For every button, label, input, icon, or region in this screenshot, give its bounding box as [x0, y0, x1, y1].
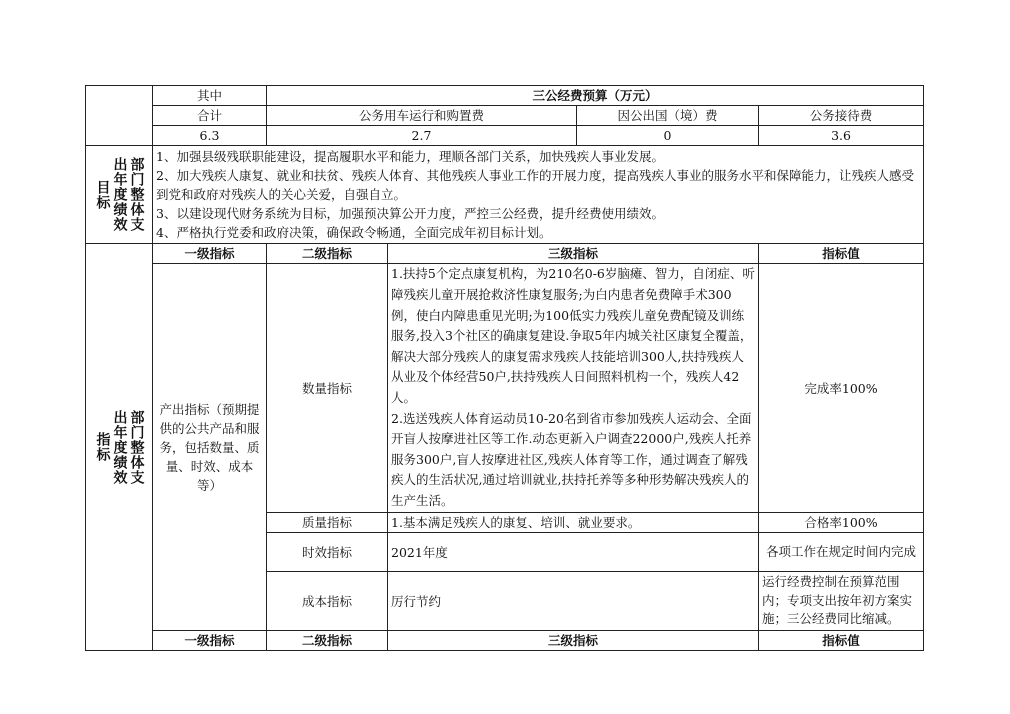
qizhong-label: 其中: [153, 86, 267, 106]
level2-quality: 质量指标: [267, 513, 388, 533]
budget-title: 三公经费预算（万元）: [267, 86, 924, 106]
level3-quality: 1.基本满足残疾人的康复、培训、就业要求。: [388, 513, 759, 533]
ind-header-value: 指标值: [759, 244, 924, 264]
value-timeliness: 各项工作在规定时间内完成: [759, 533, 924, 572]
goal-item-3: 3、以建设现代财务系统为目标，加强预决算公开力度，严控三公经费，提升经费使用绩效。: [156, 206, 664, 221]
budget-header-row: [86, 106, 924, 126]
level2-quantity: 数量指标: [267, 264, 388, 513]
level3-quantity: [388, 264, 759, 513]
footer-level2: 二级指标: [267, 631, 388, 651]
value-quality: 合格率100%: [759, 513, 924, 533]
budget-side-cell: [86, 86, 153, 146]
footer-level3: 三级指标: [388, 631, 759, 651]
level3-cost: 厉行节约: [388, 572, 759, 631]
indicator-footer-row: [86, 631, 924, 651]
level3-quantity-item-1: 1.扶持5个定点康复机构，为210名0-6岁脑瘫、智力，自闭症、听障残疾儿童开展抢救济性康复服务;为白内患者免费障手术300例，使白内障患重见光明;为100低实力残疾儿童免费配镜及训练服务,投入3个社区的确康复建设.争取5年内城关社区康复全覆盖，解决大部分残疾人的康复需求残疾人技能培训300人,扶持残疾人从业及个体经营50户,扶持残疾人日间照料机构一个，残疾人42人。: [391, 266, 755, 405]
value-abroad: 0: [577, 126, 759, 146]
value-vehicle: 2.7: [267, 126, 577, 146]
indicator-row-quantity: [86, 264, 924, 513]
value-reception: 3.6: [759, 126, 924, 146]
goal-item-1: 1、加强县级残联职能建设，提高履职水平和能力，理顺各部门关系，加快残疾人事业发展。: [156, 149, 664, 164]
header-reception: 公务接待费: [759, 106, 924, 126]
footer-level1: 一级指标: [153, 631, 267, 651]
value-cost: 运行经费控制在预算范围内；专项支出按年初方案实施；三公经费同比缩减。: [759, 572, 924, 631]
indicator-header-row: [86, 244, 924, 264]
level2-timeliness: 时效指标: [267, 533, 388, 572]
header-abroad: 因公出国（境）费: [577, 106, 759, 126]
level2-cost: 成本指标: [267, 572, 388, 631]
header-vehicle: 公务用车运行和购置费: [267, 106, 577, 126]
indicators-side-label-cell: [86, 244, 153, 651]
level1-output-indicator: 产出指标（预期提供的公共产品和服务，包括数量、质量、时效、成本等）: [153, 264, 267, 631]
goals-side-label-cell: [86, 146, 153, 244]
value-total: 6.3: [153, 126, 267, 146]
budget-value-row: [86, 126, 924, 146]
level3-quantity-item-2: 2.选送残疾人体育运动员10-20名到省市参加残疾人运动会、全面开盲人按摩进社区等工作.动态更新入户调查22000户,残疾人托养服务300户,盲人按摩进社区,残疾人体育等工作，通过调查了解残疾人的生活状况,通过培训就业,扶持托养等多种形势解决残疾人的生产生活。: [391, 410, 752, 508]
footer-value: 指标值: [759, 631, 924, 651]
budget-performance-table: [85, 85, 924, 651]
goal-item-4: 4、严格执行党委和政府决策，确保政令畅通，全面完成年初目标计划。: [156, 225, 552, 240]
goal-item-2: 2、加大残疾人康复、就业和扶贫、残疾人体育、其他残疾人事业工作的开展力度，提高残疾人事业的服务水平和保障能力，让残疾人感受到党和政府对残疾人的关心关爱，自强自立。: [156, 168, 914, 202]
header-total: 合计: [153, 106, 267, 126]
ind-header-level1: 一级指标: [153, 244, 267, 264]
level3-timeliness: 2021年度: [388, 533, 759, 572]
ind-header-level3: 三级指标: [388, 244, 759, 264]
goals-text: [153, 146, 924, 244]
indicators-side-label: 部门整体支出年度绩效指标: [94, 409, 145, 485]
value-quantity: 完成率100%: [759, 264, 924, 513]
ind-header-level2: 二级指标: [267, 244, 388, 264]
goals-row: [86, 146, 924, 244]
budget-row-1: [86, 86, 924, 106]
goals-side-label: 部门整体支出年度绩效目标: [94, 157, 145, 232]
